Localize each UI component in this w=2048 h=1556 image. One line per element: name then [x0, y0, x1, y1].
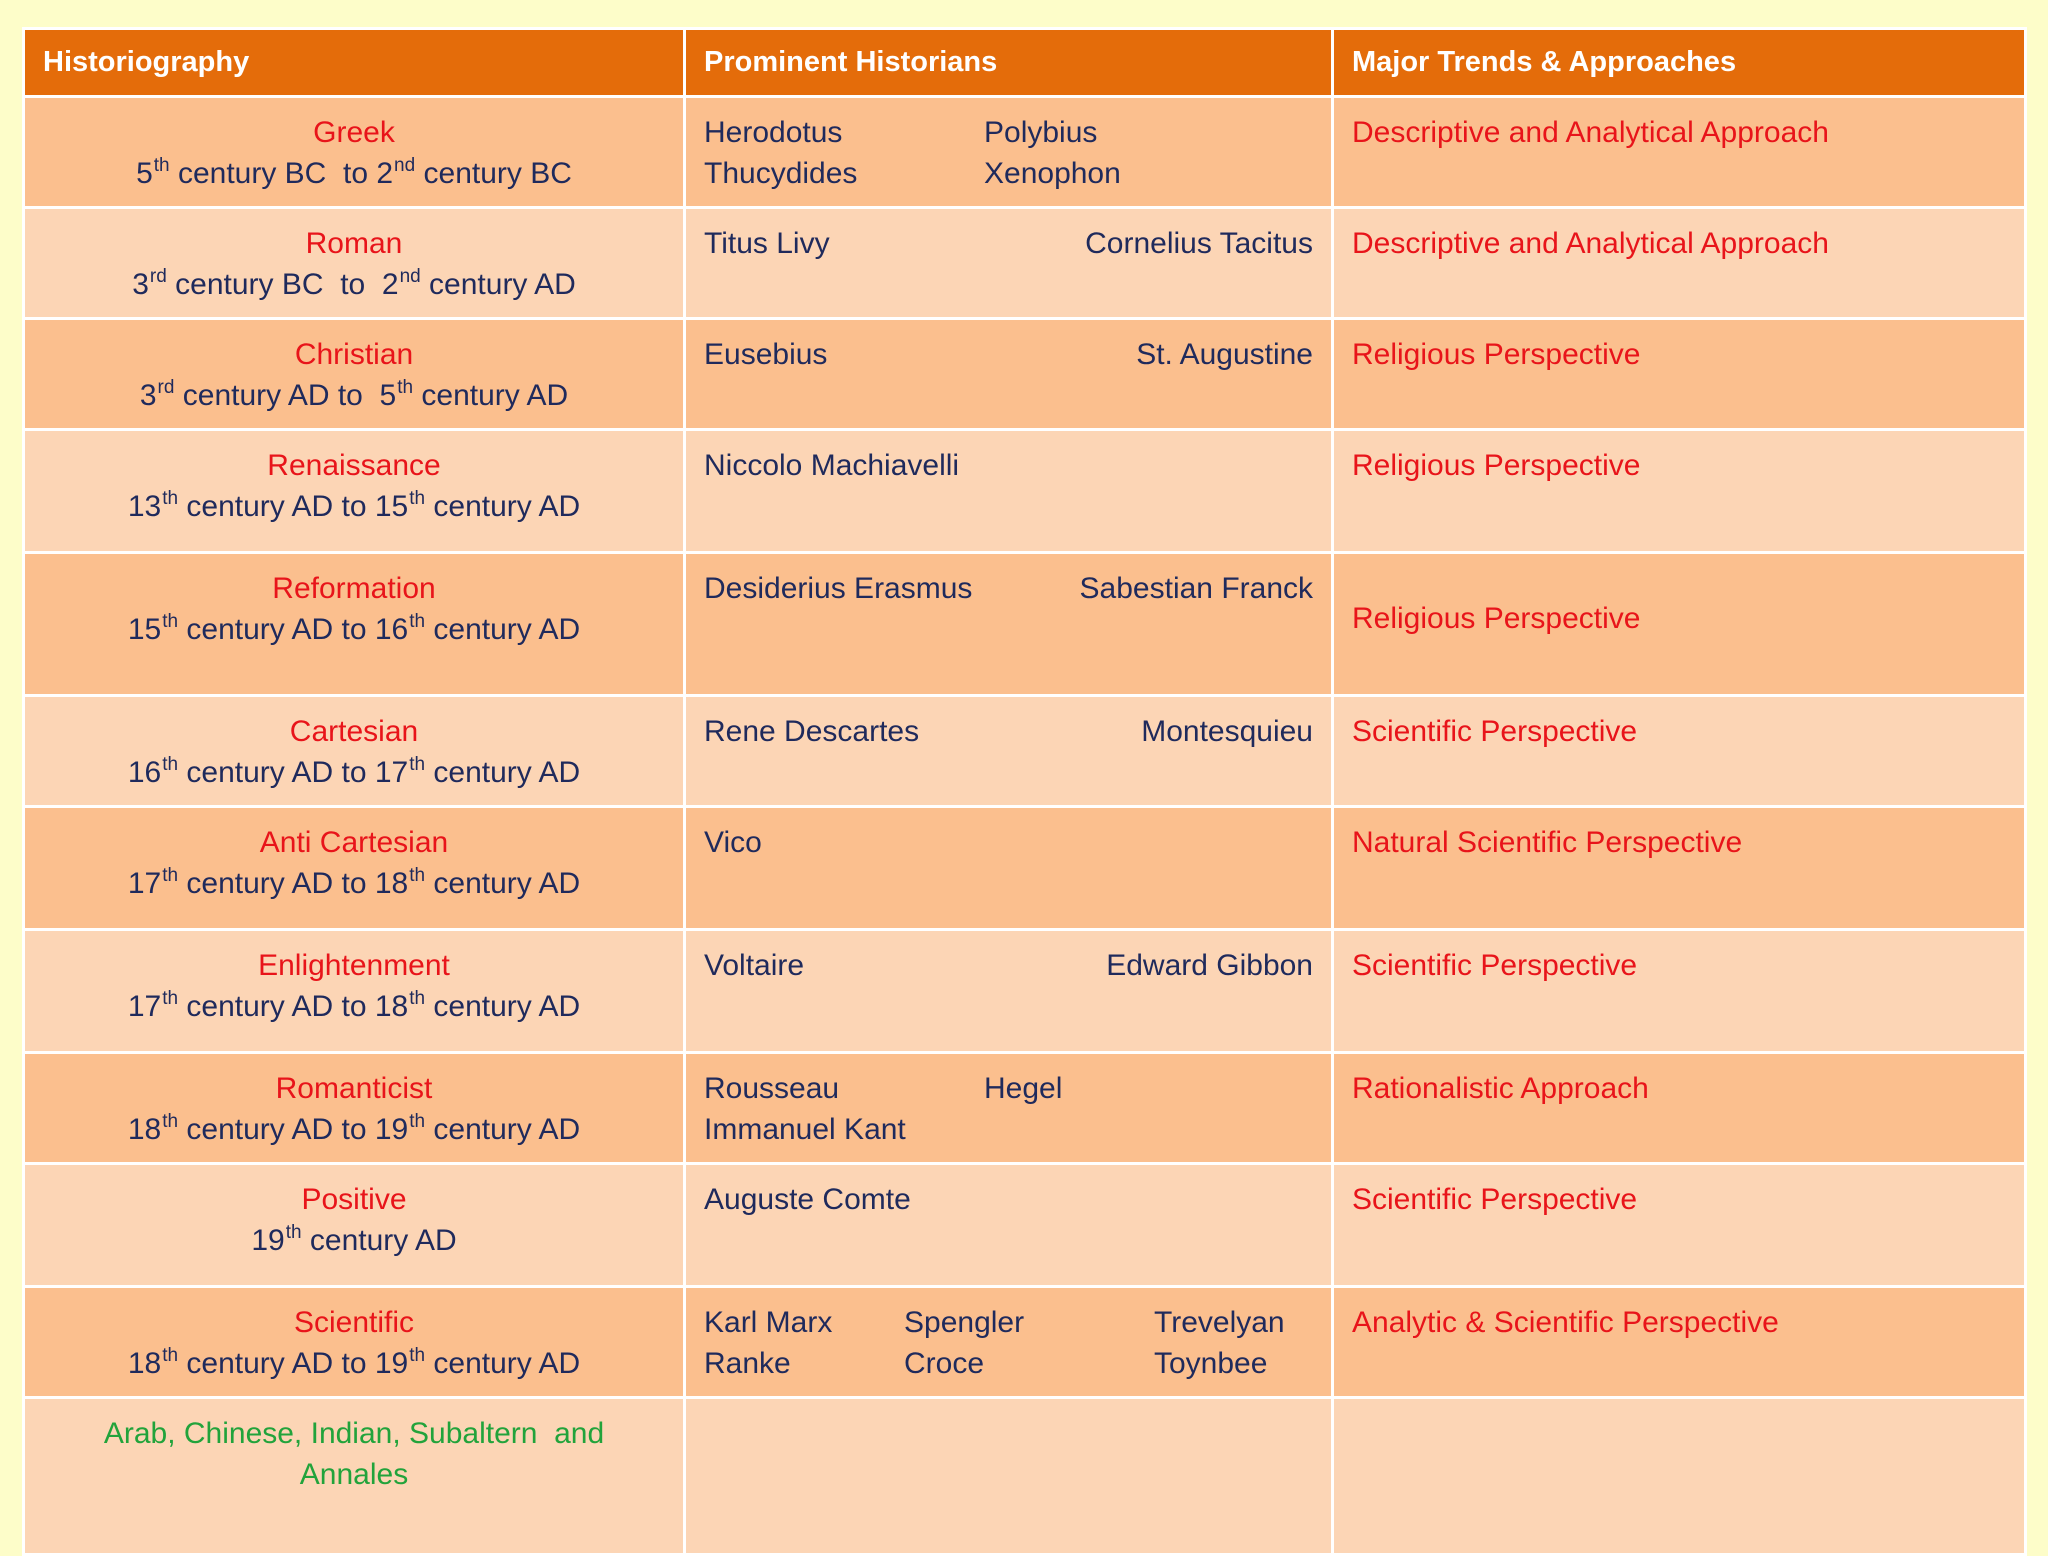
historians-cell	[685, 1398, 1333, 1555]
approach-cell	[1333, 696, 2026, 807]
era-name: Positive	[301, 1183, 407, 1216]
approach-text: Descriptive and Analytical Approach	[1352, 227, 1829, 260]
table-row	[24, 319, 2026, 430]
historians-cell	[685, 807, 1333, 930]
historian-name: Voltaire	[704, 949, 805, 982]
table-row	[24, 696, 2026, 807]
approach-cell	[1333, 807, 2026, 930]
historian-name: Desiderius Erasmus	[704, 572, 973, 605]
historian-name: Toynbee	[1154, 1347, 1268, 1380]
historian-list	[704, 945, 1313, 986]
approach-cell	[1333, 1398, 2026, 1555]
historian-name: Auguste Comte	[704, 1183, 911, 1216]
historian-name: Hegel	[984, 1072, 1063, 1105]
historians-cell	[685, 930, 1333, 1053]
period-cell	[24, 1398, 685, 1555]
historian-name: Karl Marx	[704, 1306, 833, 1339]
table-row	[24, 1053, 2026, 1164]
header-trends: Major Trends & Approaches	[1333, 29, 2026, 97]
historian-list	[704, 334, 1313, 375]
historian-name: Niccolo Machiavelli	[704, 449, 960, 482]
era-name: Reformation	[272, 572, 436, 605]
period-cell	[24, 807, 685, 930]
approach-cell	[1333, 319, 2026, 430]
historian-name: Ranke	[704, 1347, 791, 1380]
historian-list	[704, 1302, 1313, 1384]
historian-name: St. Augustine	[1136, 338, 1313, 371]
historian-name: Montesquieu	[1141, 715, 1313, 748]
other-historiographies-line2: Annales	[299, 1458, 409, 1491]
era-range: 19th century AD	[251, 1222, 457, 1257]
era-name: Anti Cartesian	[259, 826, 449, 859]
historian-name: Polybius	[984, 116, 1098, 149]
historian-name: Trevelyan	[1154, 1306, 1285, 1339]
table-row	[24, 553, 2026, 696]
historian-name: Edward Gibbon	[1106, 949, 1313, 982]
approach-cell	[1333, 1053, 2026, 1164]
historian-name: Eusebius	[704, 338, 828, 371]
approach-text: Religious Perspective	[1352, 338, 1641, 371]
approach-cell	[1333, 1287, 2026, 1398]
approach-text: Scientific Perspective	[1352, 949, 1638, 982]
header-historians: Prominent Historians	[685, 29, 1333, 97]
table-row	[24, 930, 2026, 1053]
historian-name: Titus Livy	[704, 227, 830, 260]
era-range: 18th century AD to 19th century AD	[127, 1111, 581, 1146]
era-range: 15th century AD to 16th century AD	[127, 611, 581, 646]
approach-cell	[1333, 1164, 2026, 1287]
approach-cell	[1333, 97, 2026, 208]
historian-list	[704, 711, 1313, 752]
era-range: 5th century BC to 2nd century BC	[136, 155, 572, 190]
era-name: Enlightenment	[258, 949, 450, 982]
period-cell	[24, 1164, 685, 1287]
header-historiography: Historiography	[24, 29, 685, 97]
approach-text: Religious Perspective	[1352, 449, 1641, 482]
historian-name: Rene Descartes	[704, 715, 920, 748]
historian-name: Cornelius Tacitus	[1085, 227, 1313, 260]
approach-text: Scientific Perspective	[1352, 715, 1638, 748]
approach-cell	[1333, 930, 2026, 1053]
historian-name: Croce	[904, 1347, 985, 1380]
historian-name: Sabestian Franck	[1079, 572, 1313, 605]
period-cell	[24, 553, 685, 696]
other-historiographies-line1: Arab, Chinese, Indian, Subaltern and	[103, 1417, 605, 1450]
historian-list	[704, 1179, 1313, 1220]
table-row	[24, 97, 2026, 208]
approach-cell	[1333, 553, 2026, 696]
era-name: Scientific	[293, 1306, 415, 1339]
period-cell	[24, 430, 685, 553]
table-row	[24, 1398, 2026, 1555]
historians-cell	[685, 1053, 1333, 1164]
approach-text: Rationalistic Approach	[1352, 1072, 1649, 1105]
historian-name: Spengler	[904, 1306, 1025, 1339]
era-range: 18th century AD to 19th century AD	[127, 1345, 581, 1380]
historian-list	[704, 223, 1313, 264]
historian-name: Immanuel Kant	[704, 1113, 906, 1146]
table-row	[24, 807, 2026, 930]
period-cell	[24, 97, 685, 208]
historians-cell	[685, 696, 1333, 807]
approach-text: Religious Perspective	[1352, 602, 1641, 635]
approach-cell	[1333, 208, 2026, 319]
historian-list	[704, 445, 1313, 486]
approach-text: Analytic & Scientific Perspective	[1352, 1306, 1779, 1339]
period-cell	[24, 696, 685, 807]
era-range: 16th century AD to 17th century AD	[127, 754, 581, 789]
period-cell	[24, 930, 685, 1053]
historians-cell	[685, 430, 1333, 553]
era-range: 17th century AD to 18th century AD	[127, 865, 581, 900]
table-row	[24, 430, 2026, 553]
historian-list	[704, 112, 1313, 194]
historian-name: Xenophon	[984, 157, 1121, 190]
historian-name: Vico	[704, 826, 762, 859]
period-cell	[24, 208, 685, 319]
era-range: 13th century AD to 15th century AD	[127, 488, 581, 523]
period-cell	[24, 319, 685, 430]
era-name: Roman	[305, 227, 403, 260]
historian-name: Herodotus	[704, 116, 843, 149]
approach-text: Natural Scientific Perspective	[1352, 826, 1743, 859]
table-header-row	[24, 29, 2026, 97]
historian-list	[704, 568, 1313, 609]
table-row	[24, 1164, 2026, 1287]
historians-cell	[685, 208, 1333, 319]
period-cell	[24, 1053, 685, 1164]
historians-cell	[685, 97, 1333, 208]
era-name: Romanticist	[275, 1072, 433, 1105]
era-range: 3rd century BC to 2nd century AD	[132, 266, 576, 301]
historians-cell	[685, 1164, 1333, 1287]
historian-name: Thucydides	[704, 157, 858, 190]
approach-text: Descriptive and Analytical Approach	[1352, 116, 1829, 149]
table-row	[24, 208, 2026, 319]
era-range: 17th century AD to 18th century AD	[127, 988, 581, 1023]
historians-cell	[685, 1287, 1333, 1398]
era-name: Renaissance	[267, 449, 441, 482]
period-cell	[24, 1287, 685, 1398]
historian-list	[704, 1068, 1313, 1150]
approach-cell	[1333, 430, 2026, 553]
historian-name: Rousseau	[704, 1072, 840, 1105]
historian-list	[704, 822, 1313, 863]
era-name: Christian	[294, 338, 414, 371]
historiography-table	[22, 27, 2027, 1556]
historians-cell	[685, 553, 1333, 696]
era-name: Cartesian	[289, 715, 419, 748]
era-name: Greek	[313, 116, 395, 149]
era-range: 3rd century AD to 5th century AD	[139, 377, 569, 412]
approach-text: Scientific Perspective	[1352, 1183, 1638, 1216]
table-row	[24, 1287, 2026, 1398]
historians-cell	[685, 319, 1333, 430]
